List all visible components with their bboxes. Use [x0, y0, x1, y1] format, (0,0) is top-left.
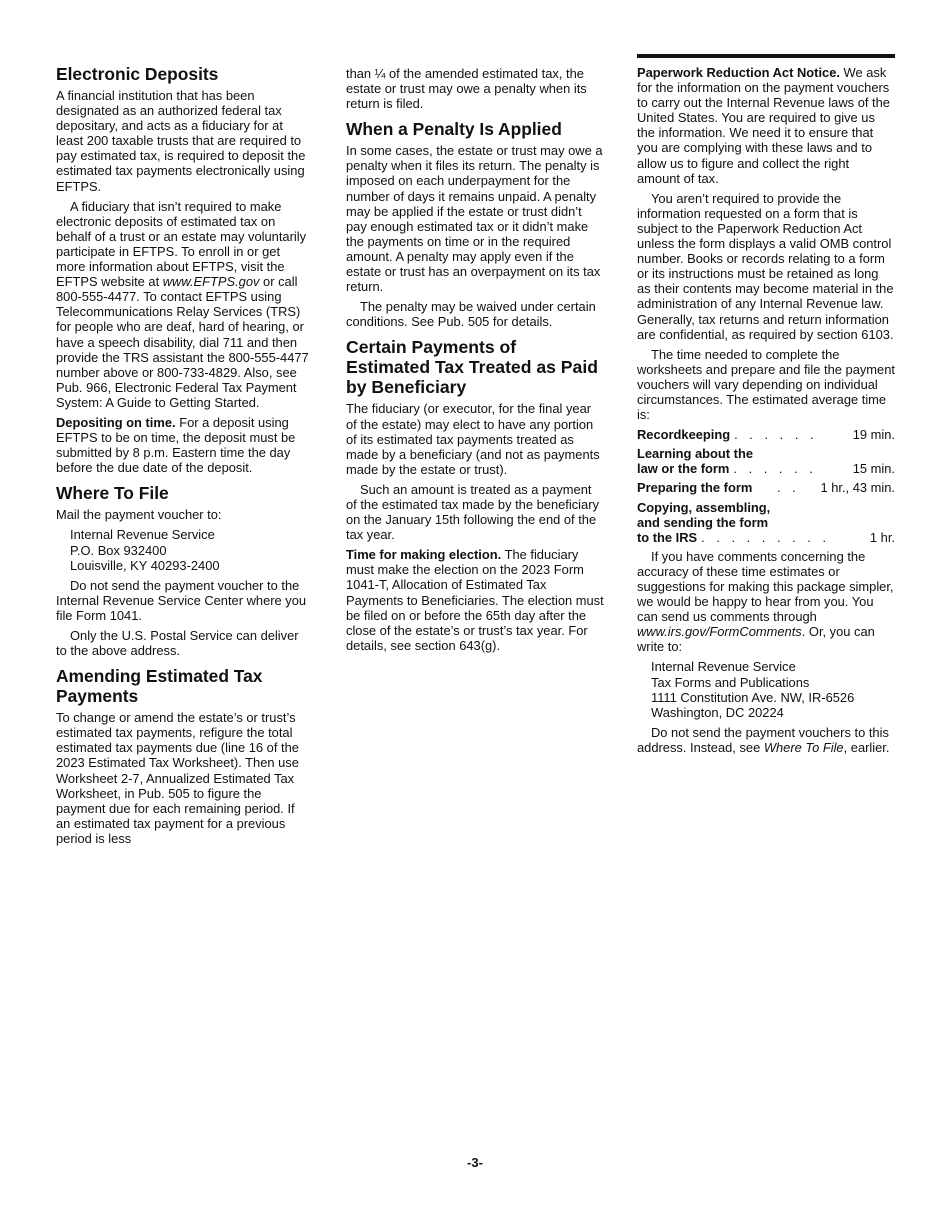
paragraph: The time needed to complete the worksheets and prepare and file the payment vouchers will vary depending on individual circumstances. The estimated average time is: [637, 346, 895, 423]
form-comments-link[interactable]: www.irs.gov/FormComments [637, 624, 802, 640]
heading-amending: Amending Estimated Tax Payments [56, 666, 263, 707]
time-row-preparing: Preparing the form . . 1 hr., 43 min. [637, 480, 895, 496]
heading-penalty: When a Penalty Is Applied [346, 119, 562, 140]
paragraph: A financial institution that has been designated as an authorized federal tax depositary, and acts as a fiduciary for at least 200 taxable trusts that are required to pay estimated tax, is required to deposit the estimated tax payments electronically using EFTPS. [56, 88, 306, 194]
paragraph: Such an amount is treated as a payment of the estimated tax made by the beneficiary on the January 15th following the end of the tax year. [346, 481, 599, 543]
paragraph: than ¼ of the amended estimated tax, the estate or trust may owe a penalty when its return is filed. [346, 66, 587, 112]
column-right [637, 65, 895, 760]
comments-address: Internal Revenue Service Tax Forms and Publications 1111 Constitution Ave. NW, IR-6526 Washington, DC 20224 [651, 659, 855, 720]
paragraph: Paperwork Reduction Act Notice. We ask for the information on the payment vouchers to carry out the Internal Revenue laws of the United States. You are required to give us the information. We need it to ensure that you are complying with these laws and to allow us to figure and collect the right amount of tax. [637, 65, 890, 186]
time-row-learning: Learning about the law or the form . . . . . . 15 min. [637, 446, 895, 477]
paragraph: Mail the payment voucher to: [56, 507, 222, 523]
time-row-recordkeeping: Recordkeeping . . . . . . 19 min. [637, 427, 895, 443]
paragraph: If you have comments concerning the accuracy of these time estimates or suggestions for making this package simpler, we would be happy to hear from you. You can send us comments through www.irs.gov/FormComments. Or, you can write to: [637, 548, 894, 655]
paragraph: Time for making election. The fiduciary must make the election on the 2023 Form 1041-T, Allocation of Estimated Tax Payments to Beneficiaries. The election must be filed on or before the 65th day after the close of the estate’s or trust’s tax year. For details, see section 643(g). [346, 547, 604, 653]
eftps-link[interactable]: www.EFTPS.gov [162, 274, 260, 290]
heading-where-to-file: Where To File [56, 483, 169, 504]
paragraph: Depositing on time. For a deposit using EFTPS to be on time, the deposit must be submitted by 8 p.m. Eastern time the day before the due date of the deposit. [56, 414, 296, 476]
column-middle [346, 66, 604, 658]
paragraph: Only the U.S. Postal Service can deliver to the above address. [56, 628, 299, 659]
paragraph: Do not send the payment vouchers to this address. Instead, see Where To File, earlier. [637, 724, 890, 755]
mailing-address: Internal Revenue Service P.O. Box 932400 Louisville, KY 40293-2400 [70, 527, 220, 573]
paragraph: Do not send the payment voucher to the Internal Revenue Service Center where you file Form 1041. [56, 577, 307, 623]
heading-electronic-deposits: Electronic Deposits [56, 64, 219, 84]
paragraph: To change or amend the estate’s or trust’s estimated tax payments, refigure the total estimated tax payments due (line 16 of the 2023 Estimated Tax Worksheet). Then use Worksheet 2-7, Annualized Estimated Tax Worksheet, in Pub. 505 to figure the payment due for each remaining period. If an estimated tax payment for a previous period is less [56, 710, 299, 846]
page-number: -3- [467, 1155, 483, 1170]
paragraph: The fiduciary (or executor, for the final year of the estate) may elect to have any portion of its estimated tax payments treated as made by a beneficiary (and not as payments made by the estate or trust). [346, 401, 600, 477]
section-rule [637, 54, 895, 58]
paragraph: You aren’t required to provide the information requested on a form that is subject to the Paperwork Reduction Act unless the form displays a valid OMB control number. Books or records relating to a form or its instructions must be retained as long as their contents may become material in the administration of any Internal Revenue law. Generally, tax returns and return information are confidential, as required by section 6103. [637, 190, 894, 342]
paragraph: The penalty may be waived under certain conditions. See Pub. 505 for details. [346, 299, 596, 330]
paragraph: In some cases, the estate or trust may owe a penalty when it files its return. The penalty is imposed on each underpayment for the number of days it remains unpaid. A penalty may be applied if the estate or trust didn’t pay enough estimated tax or it didn’t make the payments on time or in the required amount. A penalty may apply even if the estate or trust has an overpayment on its tax return. [346, 143, 603, 295]
paragraph: A fiduciary that isn’t required to make electronic deposits of estimated tax on behalf of a trust or an estate may voluntarily participate in EFTPS. To enroll in or get more information about EFTPS, visit the EFTPS website at www.EFTPS.gov or call 800-555-4477. To contact EFTPS using Telecommunications Relay Services (TRS) for people who are deaf, hard of hearing, or have a speech disability, dial 711 and then provide the TRS assistant the 800-555-4477 number above or 800-733-4829. Also, see Pub. 966, Electronic Federal Tax Payment System: A Guide to Getting Started. [56, 198, 309, 410]
time-row-copying: Copying, assembling, and sending the form to the IRS . . . . . . . . . 1 hr. [637, 499, 895, 545]
column-left [56, 64, 312, 851]
heading-beneficiary: Certain Payments of Estimated Tax Treated as Paid by Beneficiary [346, 337, 598, 398]
